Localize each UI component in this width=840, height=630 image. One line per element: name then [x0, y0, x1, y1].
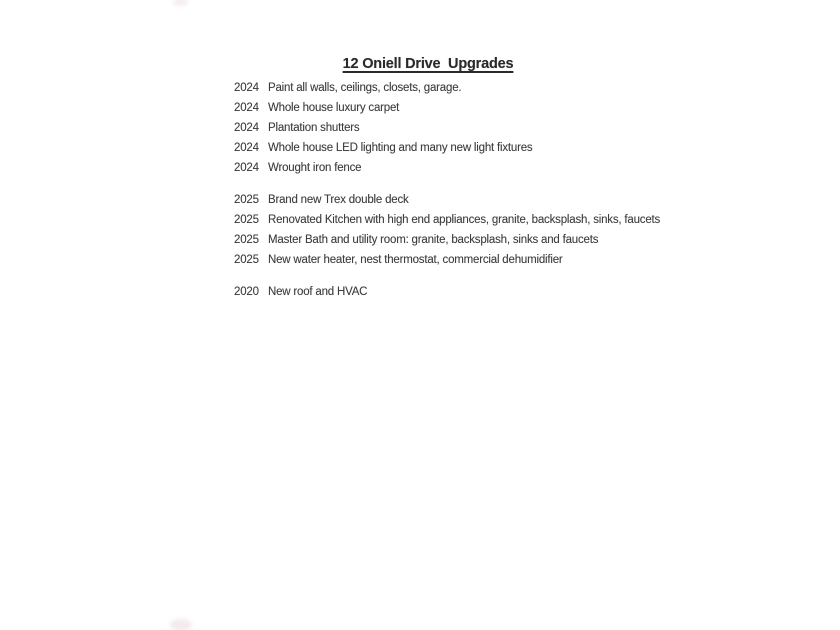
item-description: New water heater, nest thermostat, commercial dehumidifier	[268, 254, 563, 266]
upgrades-list	[0, 78, 840, 302]
item-description: Wrought iron fence	[268, 162, 362, 174]
list-item	[234, 118, 840, 138]
item-description: New roof and HVAC	[268, 286, 368, 298]
item-year: 2025	[234, 214, 259, 226]
list-item	[234, 210, 840, 230]
item-description: Master Bath and utility room: granite, backsplash, sinks and faucets	[268, 234, 599, 246]
item-year: 2024	[234, 102, 259, 114]
list-item	[234, 230, 840, 250]
item-description: Whole house LED lighting and many new light fixtures	[268, 142, 533, 154]
list-item	[234, 78, 840, 98]
list-item	[234, 250, 840, 270]
item-description: Renovated Kitchen with high end appliances, granite, backsplash, sinks, faucets	[268, 214, 661, 226]
page-title: 12 Oniell Drive Upgrades	[342, 56, 514, 72]
list-item	[234, 98, 840, 118]
item-year: 2024	[234, 122, 259, 134]
item-year: 2024	[234, 142, 259, 154]
item-year: 2020	[234, 286, 259, 298]
upgrade-section	[234, 190, 840, 270]
upgrade-section	[234, 282, 840, 302]
page-edge-artifact-bottom	[170, 619, 192, 630]
item-year: 2024	[234, 82, 259, 94]
item-description: Brand new Trex double deck	[268, 194, 409, 206]
item-year: 2025	[234, 194, 259, 206]
item-description: Paint all walls, ceilings, closets, garage.	[268, 82, 462, 94]
item-description: Whole house luxury carpet	[268, 102, 400, 114]
item-year: 2024	[234, 162, 259, 174]
item-year: 2025	[234, 254, 259, 266]
upgrade-section	[234, 78, 840, 178]
list-item	[234, 190, 840, 210]
list-item	[234, 138, 840, 158]
item-year: 2025	[234, 234, 259, 246]
list-item	[234, 158, 840, 178]
list-item	[234, 282, 840, 302]
item-description: Plantation shutters	[268, 122, 360, 134]
